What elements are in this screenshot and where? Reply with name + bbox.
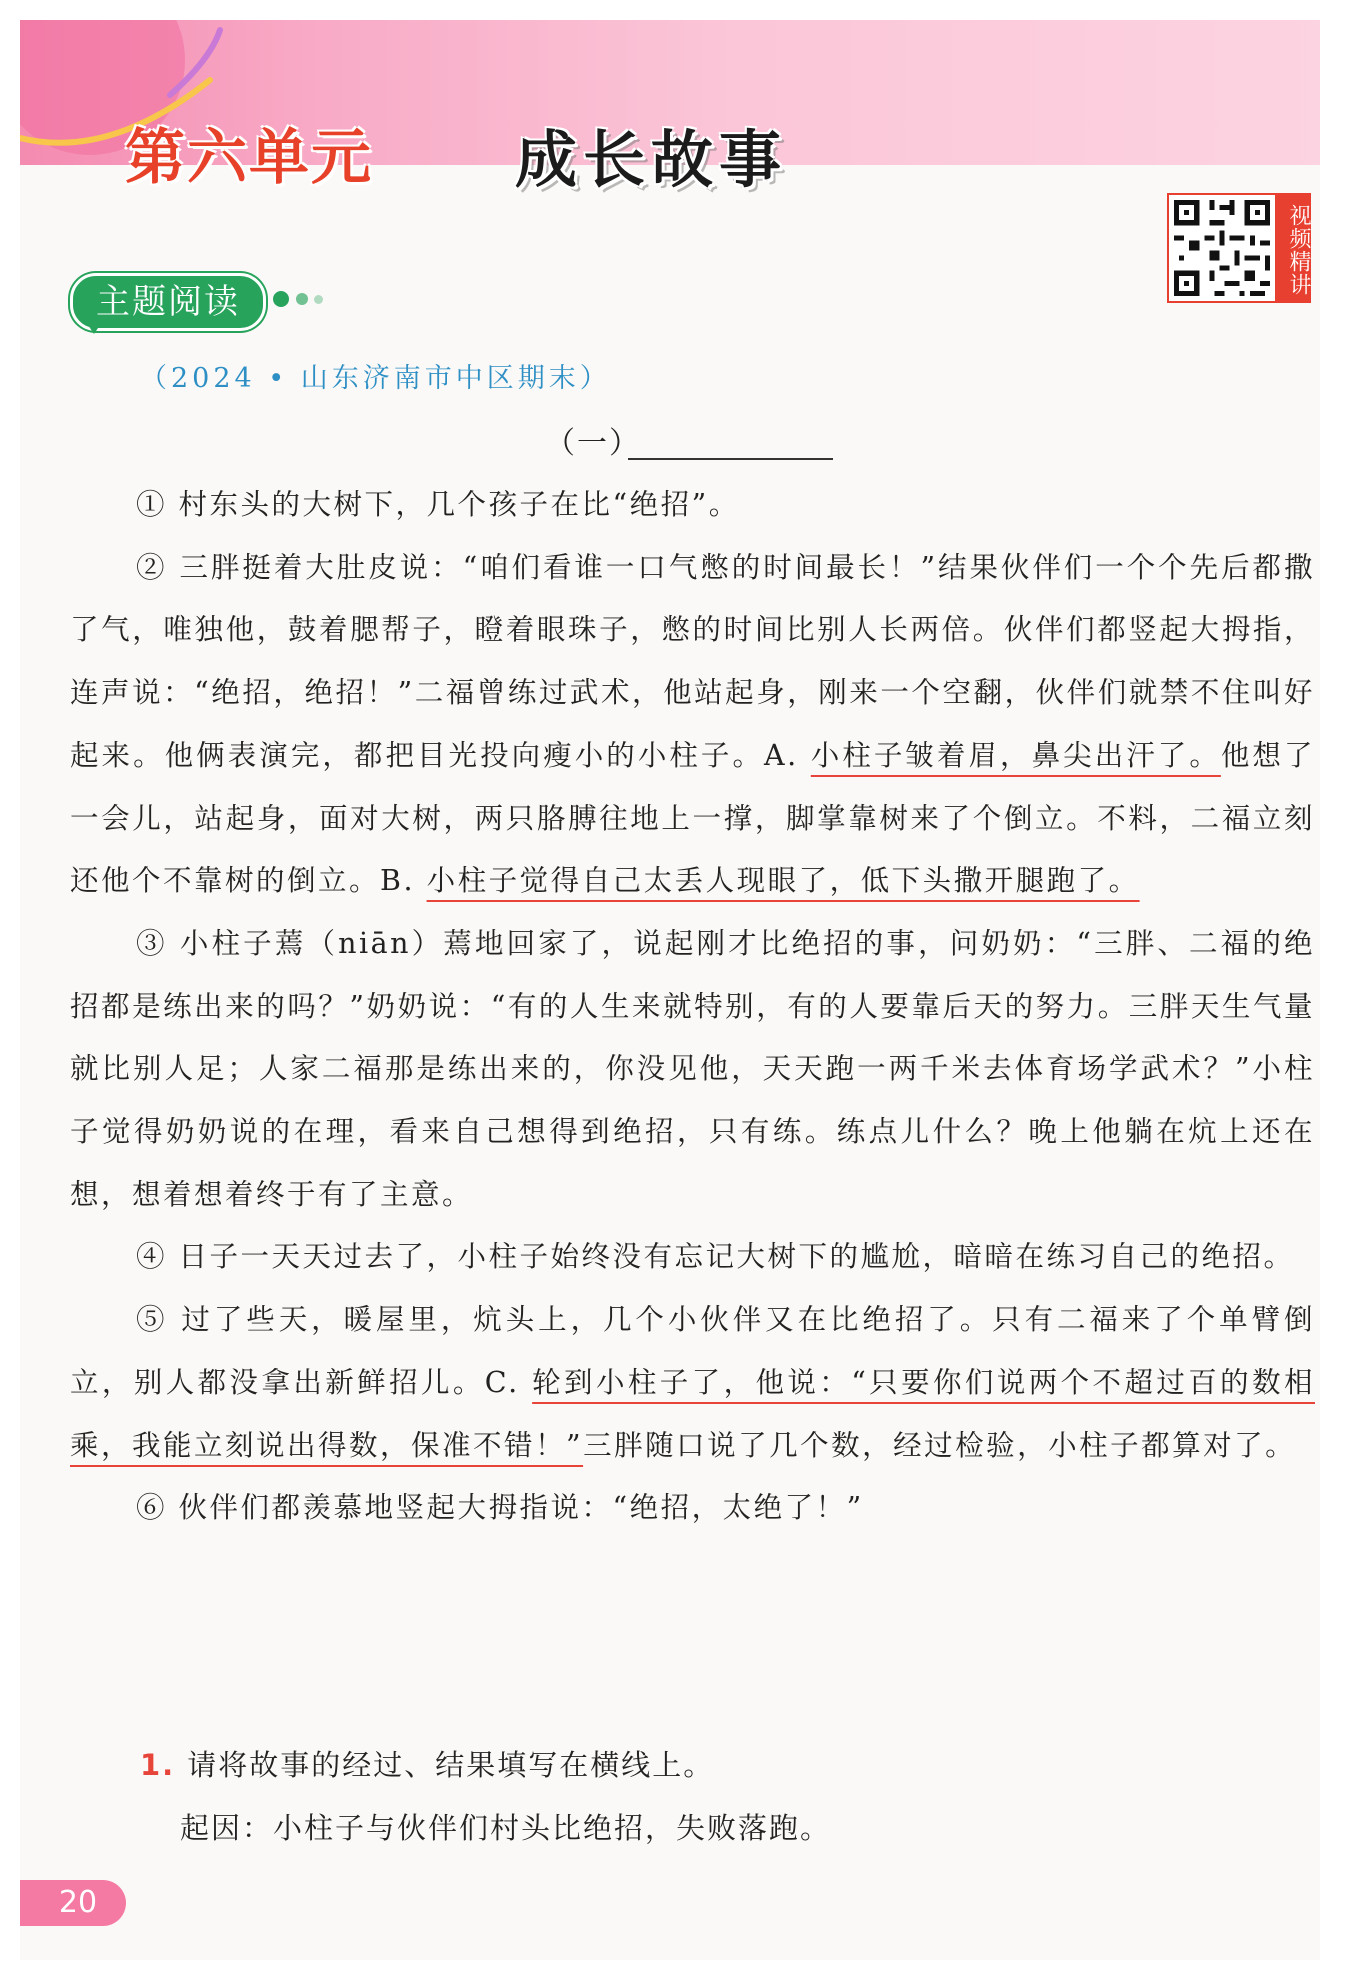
unit-label: 第六单元 [125, 123, 373, 193]
question-prompt: 请将故事的经过、结果填写在横线上。 [187, 1748, 715, 1782]
passage [70, 474, 1315, 1540]
badge-dot [273, 291, 289, 307]
paragraph-5-text-b: 三胖随口说了几个数，经过检验，小柱子都算对了。 [583, 1428, 1297, 1462]
question-cause: 起因：小柱子与伙伴们村头比绝招，失败落跑。 [180, 1811, 832, 1845]
paragraph-2-text-a: ② 三胖挺着大肚皮说：“咱们看谁一口气憋的时间最长！”结果伙伴们一个个先后都撒了气，唯独他，鼓着腮帮子，瞪着眼珠子，憋的时间比别人长两倍。伙伴们都竖起大拇指，连声说：“绝招，绝招！”二福曾练过武术，他站起身，刚来一个空翻，伙伴们就禁不住叫好起来。他俩表演完，都把目光投向瘦小的小柱子。A. [70, 550, 1315, 772]
question-1 [140, 1743, 714, 1784]
underlined-sentence-a: 小柱子皱着眉，鼻尖出汗了。 [810, 738, 1221, 772]
qr-caption: 视频精讲 [1277, 193, 1311, 303]
paragraph-1: ① 村东头的大树下，几个孩子在比“绝招”。 [136, 488, 740, 521]
badge-dot [296, 293, 308, 305]
paragraph-5 [70, 1289, 1315, 1477]
qr-code-icon[interactable] [1167, 193, 1277, 303]
page-number: 20 [20, 1880, 126, 1926]
paragraph-3: ③ 小柱子蔫（niān）蔫地回家了，说起刚才比绝招的事，问奶奶：“三胖、二福的绝招都是练出来的吗？”奶奶说：“有的人生来就特别，有的人要靠后天的努力。三胖天生气量就比别人足；人家二福那是练出来的，你没见他，天天跑一两千米去体育场学武术？”小柱子觉得奶奶说的在理，看来自己想得到绝招，只有练。练点儿什么？晚上他躺在炕上还在想，想着想着终于有了主意。 [70, 926, 1315, 1211]
question-number: 1. [140, 1748, 176, 1782]
badge-dot [314, 295, 323, 304]
badge-tail [86, 322, 102, 334]
underlined-sentence-c: 轮到小柱子了，他说：“只要你们说两个不超过百的数相乘，我能立刻说出得数，保准不错！” [70, 1365, 1315, 1462]
source-note: （2024 • 山东济南市中区期末） [140, 363, 611, 394]
section-badge: 主题阅读 [70, 273, 266, 331]
paragraph-4: ④ 日子一天天过去了，小柱子始终没有忘记大树下的尴尬，暗暗在练习自己的绝招。 [136, 1240, 1295, 1274]
paragraph-2-text-b: 他想了一会儿，站起身，面对大树，两只胳膊往地上一撑，脚掌靠树来了个倒立。不料，二福立刻还他个不靠树的倒立。B. [70, 738, 1315, 898]
passage-title: （一） [545, 426, 641, 461]
paragraph-6: ⑥ 伙伴们都羡慕地竖起大拇指说：“绝招，太绝了！” [136, 1491, 864, 1525]
paragraph-2 [70, 537, 1315, 913]
underlined-sentence-b: 小柱子觉得自己太丢人现眼了，低下头撒开腿跑了。 [426, 864, 1140, 898]
unit-title: 成长故事 [515, 123, 788, 196]
paragraph-5-text-a: ⑤ 过了些天，暖屋里，炕头上，几个小伙伴又在比绝招了。只有二福来了个单臂倒立，别人都没拿出新鲜招儿。C. [70, 1303, 1315, 1399]
title-blank-line[interactable] [628, 458, 833, 460]
